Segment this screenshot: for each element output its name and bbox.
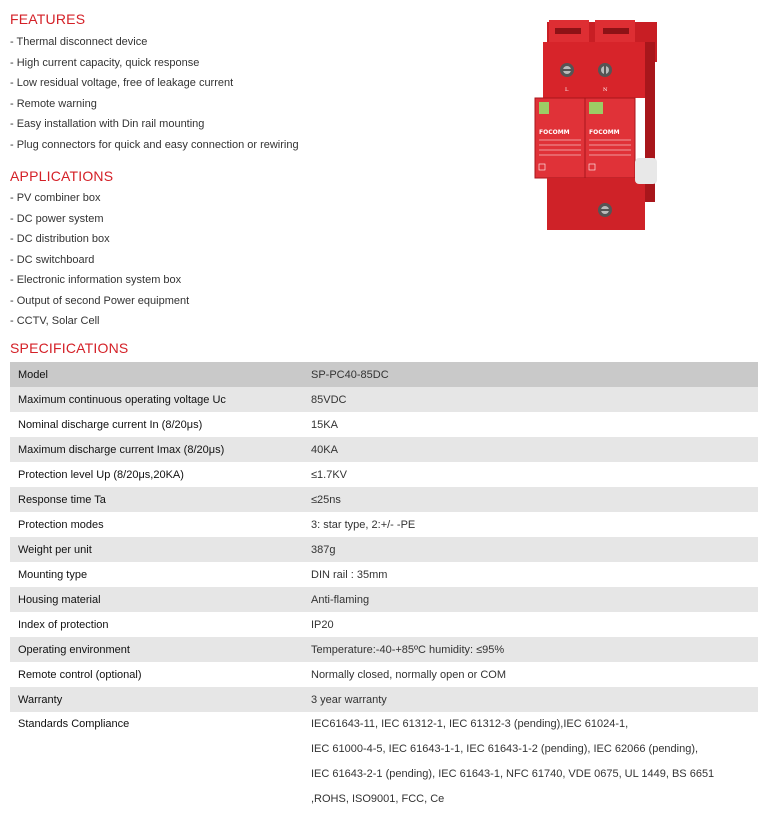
- spec-key: Housing material: [10, 587, 311, 612]
- spec-value: 40KA: [311, 437, 758, 462]
- standards-line: IEC 61000-4-5, IEC 61643-1-1, IEC 61643-1-2 (pending), IEC 62066 (pending),: [311, 743, 699, 755]
- table-row: [10, 437, 758, 462]
- spec-value: 15KA: [311, 412, 758, 437]
- product-image: [525, 18, 665, 238]
- terminal-left-label: L: [565, 87, 569, 93]
- list-item: - Low residual voltage, free of leakage current: [10, 77, 234, 89]
- list-item: - Easy installation with Din rail mounting: [10, 118, 205, 130]
- applications-heading: APPLICATIONS: [10, 168, 114, 184]
- spec-value: 3: star type, 2:+/- -PE: [311, 512, 758, 537]
- spec-value: DIN rail : 35mm: [311, 562, 758, 587]
- features-heading: FEATURES: [10, 11, 86, 27]
- list-item: - Remote warning: [10, 97, 97, 110]
- standards-line: IEC61643-11, IEC 61312-1, IEC 61312-3 (pending),IEC 61024-1,: [311, 718, 629, 730]
- table-row: [10, 487, 758, 512]
- spec-value: Temperature:-40-+85ºC humidity: ≤95%: [311, 637, 758, 662]
- table-row: [10, 512, 758, 537]
- table-row: [10, 612, 758, 637]
- spec-value: 3 year warranty: [311, 687, 758, 712]
- spec-value: Anti-flaming: [311, 587, 758, 612]
- applications-list: [10, 188, 189, 332]
- spec-key: Nominal discharge current In (8/20μs): [10, 412, 311, 437]
- table-row: [10, 537, 758, 562]
- spec-value: ≤1.7KV: [311, 462, 758, 487]
- list-item: - Output of second Power equipment: [10, 294, 190, 307]
- list-item: - DC switchboard: [10, 253, 95, 266]
- brand-label: FOCOMM: [539, 129, 570, 136]
- standards-line: IEC 61643-2-1 (pending), IEC 61643-1, NFC 61740, VDE 0675, UL 1449, BS 6651: [311, 768, 715, 780]
- specifications-table: [10, 362, 758, 812]
- spec-key: Remote control (optional): [10, 662, 311, 687]
- spec-value: Normally closed, normally open or COM: [311, 662, 758, 687]
- list-item: - CCTV, Solar Cell: [10, 315, 100, 327]
- spec-key: Weight per unit: [10, 537, 311, 562]
- table-row: [10, 387, 758, 412]
- spec-key: Standards Compliance: [10, 712, 311, 812]
- list-item: - Plug connectors for quick and easy connection or rewiring: [10, 138, 299, 151]
- table-row: [10, 687, 758, 712]
- spec-value: 85VDC: [311, 387, 758, 412]
- table-row: [10, 662, 758, 687]
- list-item: - DC power system: [10, 212, 104, 225]
- specifications-heading: SPECIFICATIONS: [10, 340, 129, 356]
- spec-value: ≤25ns: [311, 487, 758, 512]
- spec-key: Maximum continuous operating voltage Uc: [10, 387, 311, 412]
- list-item: - Thermal disconnect device: [10, 36, 148, 48]
- spec-key: Index of protection: [10, 612, 311, 637]
- spec-key: Maximum discharge current Imax (8/20μs): [10, 437, 311, 462]
- table-row: [10, 362, 758, 387]
- spec-value: 387g: [311, 537, 758, 562]
- spec-value-standards: [311, 712, 758, 812]
- spec-key: Protection level Up (8/20μs,20KA): [10, 462, 311, 487]
- spec-key: Warranty: [10, 687, 311, 712]
- standards-line: ,ROHS, ISO9001, FCC, Ce: [311, 793, 445, 805]
- list-item: - PV combiner box: [10, 192, 101, 204]
- list-item: - Electronic information system box: [10, 274, 182, 286]
- table-row: [10, 462, 758, 487]
- spec-key: Protection modes: [10, 512, 311, 537]
- brand-label: FOCOMM: [589, 129, 620, 136]
- spec-value: IP20: [311, 612, 758, 637]
- spec-key: Mounting type: [10, 562, 311, 587]
- spec-key: Response time Ta: [10, 487, 311, 512]
- table-row: [10, 412, 758, 437]
- list-item: - High current capacity, quick response: [10, 56, 200, 69]
- table-row: [10, 587, 758, 612]
- table-row: [10, 562, 758, 587]
- features-list: [10, 32, 299, 155]
- table-row: [10, 712, 758, 812]
- list-item: - DC distribution box: [10, 233, 110, 245]
- terminal-right-label: N: [603, 87, 608, 93]
- spec-key: Model: [10, 362, 311, 387]
- spec-key: Operating environment: [10, 637, 311, 662]
- spec-value: SP-PC40-85DC: [311, 362, 758, 387]
- table-row: [10, 637, 758, 662]
